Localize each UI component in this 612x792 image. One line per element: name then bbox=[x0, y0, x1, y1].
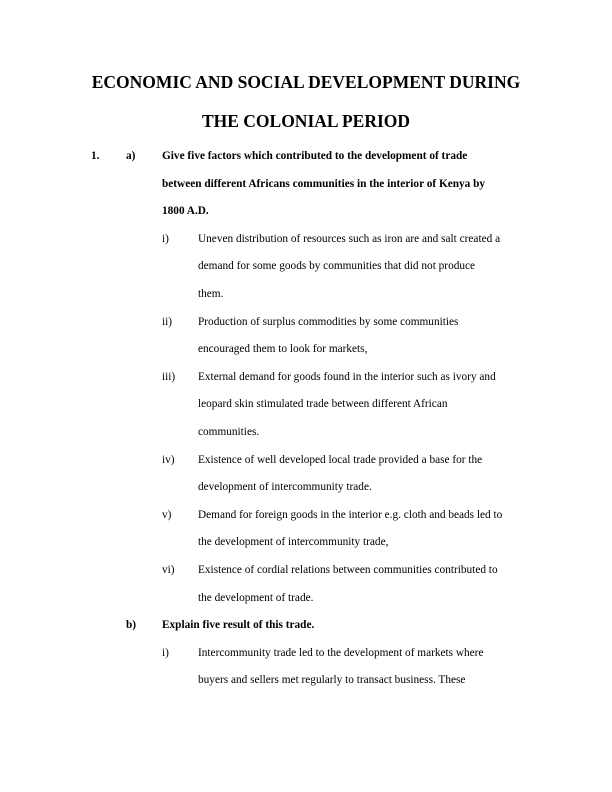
part-a-answer-line bbox=[0, 281, 612, 309]
answer-text: communities. bbox=[198, 425, 260, 438]
answer-text: the development of intercommunity trade, bbox=[198, 536, 389, 549]
part-a-answer-line bbox=[0, 474, 612, 502]
part-a-answer-line bbox=[0, 336, 612, 364]
answer-label: vi) bbox=[162, 563, 175, 576]
answer-text: Existence of cordial relations between communities contributed to bbox=[198, 563, 498, 576]
part-a-answer-line bbox=[0, 529, 612, 557]
part-b-prompt-text: Explain five result of this trade. bbox=[162, 619, 315, 632]
part-a-answer-line bbox=[0, 557, 612, 585]
part-b-prompt-line bbox=[0, 612, 612, 640]
part-a-answer-line bbox=[0, 585, 612, 613]
answer-label: i) bbox=[162, 232, 169, 245]
answer-text: External demand for goods found in the interior such as ivory and bbox=[198, 370, 496, 383]
question-body bbox=[0, 143, 612, 695]
answer-label: ii) bbox=[162, 315, 173, 328]
answer-text: encouraged them to look for markets, bbox=[198, 343, 368, 356]
answer-text: Production of surplus commodities by some communities bbox=[198, 315, 459, 328]
part-a-answer-line bbox=[0, 447, 612, 475]
answer-text: Intercommunity trade led to the development of markets where bbox=[198, 646, 484, 659]
part-a-prompt-text: Give five factors which contributed to the development of trade bbox=[162, 150, 468, 162]
part-a-prompt-line bbox=[0, 171, 612, 199]
answer-text: development of intercommunity trade. bbox=[198, 481, 372, 494]
answer-text: Demand for foreign goods in the interior e.g. cloth and beads led to bbox=[198, 508, 503, 521]
part-a-label: a) bbox=[126, 150, 136, 162]
part-a-answer-line bbox=[0, 502, 612, 530]
answer-text: buyers and sellers met regularly to transact business. These bbox=[198, 674, 466, 687]
part-b-answer-line bbox=[0, 640, 612, 668]
part-b-label: b) bbox=[126, 619, 137, 632]
part-a-answer-line bbox=[0, 309, 612, 337]
answer-text: the development of trade. bbox=[198, 591, 314, 604]
part-b-answer-line bbox=[0, 667, 612, 695]
answer-text: Existence of well developed local trade provided a base for the bbox=[198, 453, 483, 466]
part-a-answer-line bbox=[0, 364, 612, 392]
part-a-answer-line bbox=[0, 226, 612, 254]
part-a-prompt-text: 1800 A.D. bbox=[162, 205, 209, 218]
part-a-prompt-text: between different Africans communities in the interior of Kenya by bbox=[162, 177, 486, 190]
question-number: 1. bbox=[91, 150, 100, 162]
part-a-prompt-line bbox=[0, 198, 612, 226]
part-a-answer-line bbox=[0, 253, 612, 281]
answer-text: demand for some goods by communities that did not produce bbox=[198, 260, 476, 273]
part-a-answer-line bbox=[0, 419, 612, 447]
answer-label: iv) bbox=[162, 453, 175, 466]
title-line-2: THE COLONIAL PERIOD bbox=[201, 111, 411, 131]
part-a-prompt-line bbox=[0, 143, 612, 171]
title-line-1: ECONOMIC AND SOCIAL DEVELOPMENT DURING bbox=[91, 72, 521, 92]
part-a-answer-line bbox=[0, 391, 612, 419]
answer-label: v) bbox=[162, 508, 172, 521]
answer-text: them. bbox=[198, 287, 224, 300]
answer-text: Uneven distribution of resources such as iron are and salt created a bbox=[198, 232, 501, 245]
answer-text: leopard skin stimulated trade between different African bbox=[198, 398, 448, 411]
answer-label: iii) bbox=[162, 370, 176, 383]
answer-label: i) bbox=[162, 646, 169, 659]
